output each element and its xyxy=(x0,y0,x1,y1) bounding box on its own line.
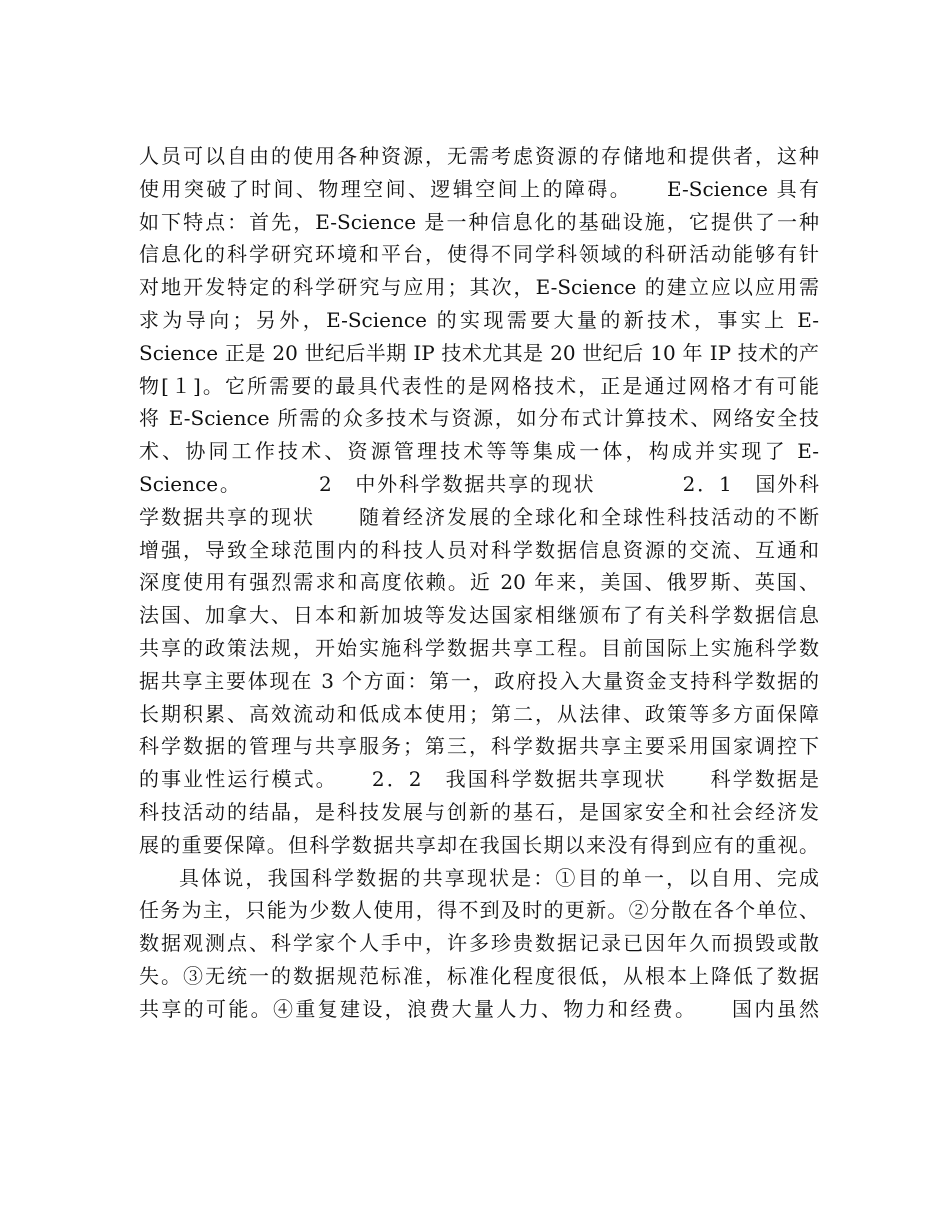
text-line: Science。 2 中外科学数据共享的现状 2．1 国外科 xyxy=(139,471,819,496)
text-line: 任务为主，只能为少数人使用，得不到及时的更新。②分散在各个单位、 xyxy=(139,898,819,923)
text-line: 具体说，我国科学数据的共享现状是：①目的单一，以自用、完成 xyxy=(179,865,819,890)
text-line: 对地开发特定的科学研究与应用；其次，E-Science 的建立应以应用需 xyxy=(139,275,819,300)
text-line: 展的重要保障。但科学数据共享却在我国长期以来没有得到应有的重视。 xyxy=(139,832,819,857)
text-line: 将 E-Science 所需的众多技术与资源，如分布式计算技术、网络安全技 xyxy=(139,406,819,431)
text-line: 数据观测点、科学家个人手中，许多珍贵数据记录已因年久而损毁或散 xyxy=(139,931,819,956)
text-line: 人员可以自由的使用各种资源，无需考虑资源的存储地和提供者，这种 xyxy=(139,144,819,168)
text-line: Science 正是 20 世纪后半期 IP 技术尤其是 20 世纪后 10 年 IP 技术的产 xyxy=(139,340,819,365)
text-line: 据共享主要体现在 3 个方面：第一，政府投入大量资金支持科学数据的 xyxy=(139,668,819,693)
text-line: 求为导向；另外，E-Science 的实现需要大量的新技术，事实上 E- xyxy=(139,307,819,332)
text-line: 增强，导致全球范围内的科技人员对科学数据信息资源的交流、互通和 xyxy=(139,537,819,562)
text-line: 如下特点：首先，E-Science 是一种信息化的基础设施，它提供了一种 xyxy=(139,209,819,234)
text-line: 物[１]。它所需要的最具代表性的是网格技术，正是通过网格才有可能 xyxy=(139,373,819,398)
text-line: 使用突破了时间、物理空间、逻辑空间上的障碍。 E-Science 具有 xyxy=(139,176,819,201)
text-line: 失。③无统一的数据规范标准，标准化程度很低，从根本上降低了数据 xyxy=(139,963,819,988)
body-text xyxy=(139,140,819,1026)
text-line: 法国、加拿大、日本和新加坡等发达国家相继颁布了有关科学数据信息 xyxy=(139,603,819,628)
text-line: 共享的政策法规，开始实施科学数据共享工程。目前国际上实施科学数 xyxy=(139,635,819,660)
text-line: 共享的可能。④重复建设，浪费大量人力、物力和经费。 国内虽然 xyxy=(139,996,819,1021)
text-line: 学数据共享的现状 随着经济发展的全球化和全球性科技活动的不断 xyxy=(139,504,819,529)
text-line: 长期积累、高效流动和低成本使用；第二，从法律、政策等多方面保障 xyxy=(139,701,819,726)
text-line: 的事业性运行模式。 2．2 我国科学数据共享现状 科学数据是 xyxy=(139,767,819,792)
text-line: 科学数据的管理与共享服务；第三，科学数据共享主要采用国家调控下 xyxy=(139,734,819,759)
text-line: 信息化的科学研究环境和平台，使得不同学科领域的科研活动能够有针 xyxy=(139,242,819,267)
text-line: 深度使用有强烈需求和高度依赖。近 20 年来，美国、俄罗斯、英国、 xyxy=(139,570,819,595)
text-line: 科技活动的结晶，是科技发展与创新的基石，是国家安全和社会经济发 xyxy=(139,799,819,824)
text-line: 术、协同工作技术、资源管理技术等等集成一体，构成并实现了 E- xyxy=(139,439,819,464)
